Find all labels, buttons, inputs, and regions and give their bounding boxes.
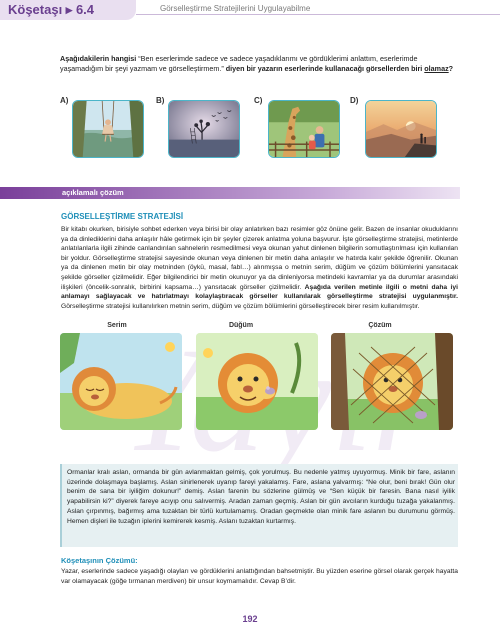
giraffe-zoo-photo[interactable] [268, 100, 340, 158]
option-c-letter[interactable]: C) [254, 96, 263, 105]
section-title: GÖRSELLEŞTİRME STRATEJİSİ [61, 212, 184, 221]
header-rule [136, 14, 500, 15]
page-number: 192 [242, 614, 258, 624]
question-intro: Aşağıdakilerin hangisi [60, 54, 137, 63]
strategy-paragraph-2-rest: Görselleştirme stratejisi kullanılırken metnin serim, düğüm ve çözüm bölümlerini görselleştirecek birer resim kullanılmıştır. [61, 302, 420, 310]
solution-bar-label: açıklamalı çözüm [62, 188, 124, 197]
question-ask: diyen bir yazarın eserlerinde kullanacağı görsellerden biri [225, 64, 425, 74]
chapter-title: Görselleştirme Stratejilerini Uygulayabilme [160, 4, 311, 13]
sleeping-lion-illustration [60, 333, 182, 430]
option-d-letter[interactable]: D) [350, 96, 359, 105]
illustration-label-serim: Serim [107, 322, 127, 329]
illustration-label-cozum: Çözüm [368, 322, 392, 329]
illustration-label-dugum: Düğüm [228, 322, 254, 329]
option-b-letter[interactable]: B) [156, 96, 165, 105]
question-negative-word: olamaz [424, 64, 449, 74]
girl-on-swing-photo[interactable] [72, 100, 144, 158]
strategy-paragraph-1: Bir kitabı okurken, birisiyle sohbet ederken veya birisi bir olay anlatırken bazı resimler göz önüne gelir. Bazen de insanlar okuduklarını ya da dinlediklerini daha anlaşılır hâle getirmek için bir şeyler çizerek anlatma yoluna başvurur. İşte görselleştirme stratejisi, metinlerde anlatılanlarla ilgili zihinde canlandırılan sahnelerin resmedilmesi veya okunan yahut dinlenen bilgilerin somutlaştırılması için kullanılan bir yoldur. Görselleştirme stratejisi sayesinde okunan veya dinlenen bir metin daha anlaşılır ve hatırda kalır şekilde öğrenilir. Okunan ya da dinlenen metin bir olay metninden (öykü, masal, fabl…) alınmışsa o metnin serim, düğüm ve çözüm bölümlerini yansıtacak şekilde görseller çizilmelidir. Eğer bilgilendirici bir metin okunuyor ya da dinleniyorsa metindeki kavramlar ya da durumlar arasındaki ilişkileri (öncelik-sonralık, birbirini kapsama…) yansıtacak görseller çizilmelidir. [61, 226, 458, 291]
option-a-letter[interactable]: A) [60, 96, 69, 105]
strategy-text [61, 225, 458, 311]
mountain-sunset-photo[interactable] [365, 100, 437, 158]
page-header [0, 0, 500, 20]
lion-and-mouse-illustration [196, 333, 318, 430]
story-box [60, 464, 458, 547]
question-end: ? [448, 64, 454, 74]
section-label: Köşetaşı ▸ 6.4 [8, 2, 95, 17]
question-text [60, 54, 455, 74]
strategy-paragraph-2-bold: Aşağıda verilen metinle ilgili o metni daha iyi anlamayı sağlayacak ve hatırlatmayı kolaylaştıracak görseller kullanılarak görselleştirme stratejisi uygulanmıştır. [61, 283, 458, 301]
flying-birds-tree-photo[interactable] [168, 100, 240, 158]
answer-title: Köşetaşının Çözümü: [61, 556, 138, 565]
lion-in-net-illustration [331, 333, 453, 430]
story-text: Ormanlar kralı aslan, ormanda bir gün avlanmaktan gelmiş, çok yorulmuş. Bu nedenle yatmış uyuyormuş. Minik bir fare, aslanın üzerinde dolaşmaya başlamış. Aslan sinirlenerek uyanıp fareyi yakalamış. Fare, aslana yalvarmış: “Ne olur, beni bırak! Gün olur benim de sana bir iyiliğim dokunur!” demiş. Aslan farenin bu sözlerine gülmüş ve “Sen küçük bir faresin. Bana nasıl iyilik yapabilirsin ki?” diyerek fareye acıyıp onu salıvermiş. Aradan zaman geçmiş. Aslan bir gün avcıların kurduğu tuzağa yakalanmış. Aslan çırpınmış, bağırmış ama tuzaktan bir türlü kurtulamamış. Oradan geçmekte olan minik fare aslanın bu durumunu görmüş. Hemen dişleri ile tuzağın iplerini kemirerek kesmiş. Aslanı tuzaktan kurtarmış. [67, 469, 455, 525]
question-quote: “Ben eserlerimde sadece ve sadece yaşadıklarımı ve gördüklerimi anlattım, eserlerimde yaşamadığım bir şeyi yazmam ve görselleştirmem.” [60, 54, 418, 74]
answer-text: Yazar, eserlerinde sadece yaşadığı olayları ve gördüklerini anlattığından bahsetmiştir. Bu yüzden eserine görsel olarak gerçek hayatta var olamayacak (göğe tırmanan merdiven) bir unsur koymamalıdır. Cevap B’dir. [61, 568, 458, 585]
